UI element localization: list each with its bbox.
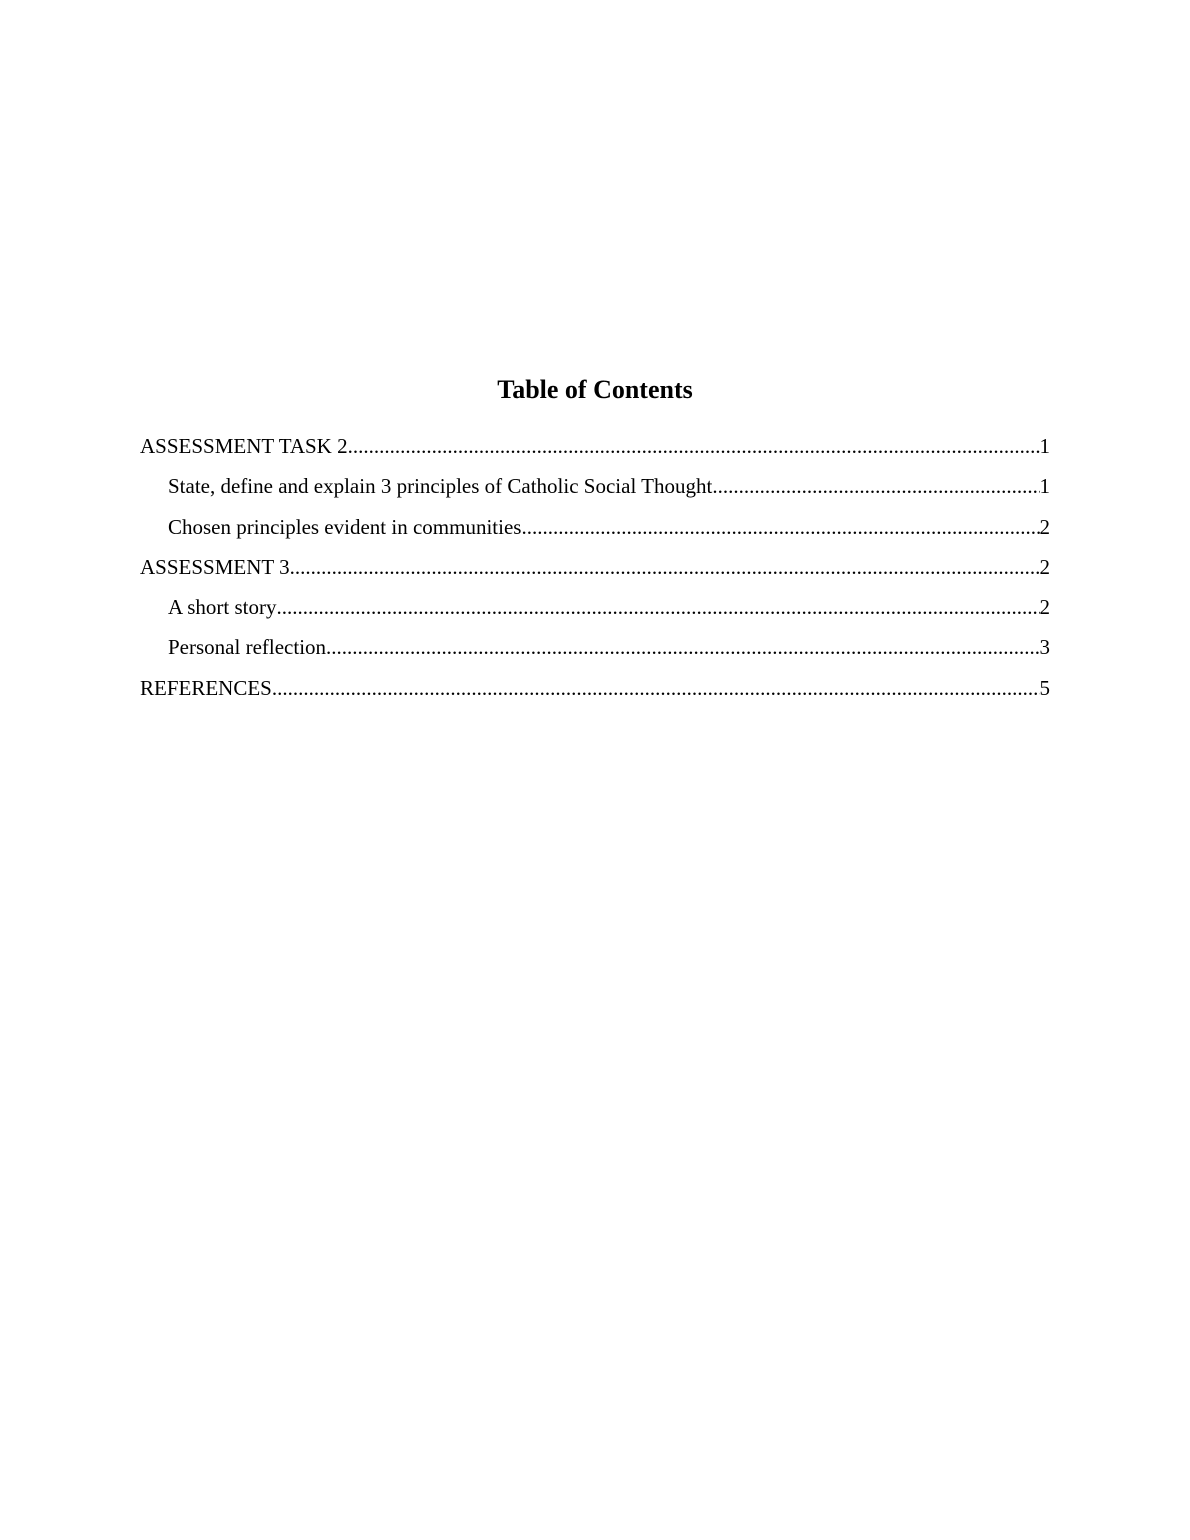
toc-entry-text: ASSESSMENT TASK 2 bbox=[140, 434, 348, 458]
table-of-contents bbox=[140, 432, 1050, 714]
toc-dot-leader bbox=[521, 513, 1039, 541]
toc-entry-text: State, define and explain 3 principles of Catholic Social Thought bbox=[168, 474, 713, 499]
toc-page-number: 2 bbox=[1039, 595, 1050, 620]
toc-entry-personal-reflection[interactable] bbox=[140, 633, 1050, 673]
toc-entry-assessment-task-2[interactable] bbox=[140, 432, 1050, 472]
toc-page-number: 2 bbox=[1039, 514, 1050, 539]
toc-dot-leader bbox=[272, 674, 1040, 702]
toc-entry-text: Chosen principles evident in communities bbox=[168, 514, 522, 539]
toc-entry-references[interactable] bbox=[140, 674, 1050, 714]
toc-entry-text: A short story bbox=[168, 595, 277, 620]
toc-entry-text: ASSESSMENT 3 bbox=[140, 554, 290, 579]
toc-entry-text: Personal reflection bbox=[168, 635, 327, 660]
toc-dot-leader bbox=[326, 633, 1039, 661]
toc-page-number: 1 bbox=[1039, 434, 1050, 458]
toc-page-number: 1 bbox=[1039, 474, 1050, 499]
toc-dot-leader bbox=[712, 472, 1039, 500]
toc-dot-leader bbox=[290, 553, 1040, 581]
toc-entry-chosen-principles[interactable] bbox=[140, 513, 1050, 553]
toc-entry-assessment-3[interactable] bbox=[140, 553, 1050, 593]
toc-page-number: 3 bbox=[1039, 635, 1050, 660]
toc-page-number: 5 bbox=[1039, 675, 1050, 700]
toc-entry-text: REFERENCES bbox=[140, 675, 272, 700]
toc-page-number: 2 bbox=[1039, 554, 1050, 579]
toc-entry-principles-catholic-social-thought[interactable] bbox=[140, 472, 1050, 512]
toc-dot-leader bbox=[277, 593, 1040, 621]
toc-entry-short-story[interactable] bbox=[140, 593, 1050, 633]
toc-title: Table of Contents bbox=[497, 375, 693, 404]
toc-dot-leader bbox=[348, 432, 1040, 460]
